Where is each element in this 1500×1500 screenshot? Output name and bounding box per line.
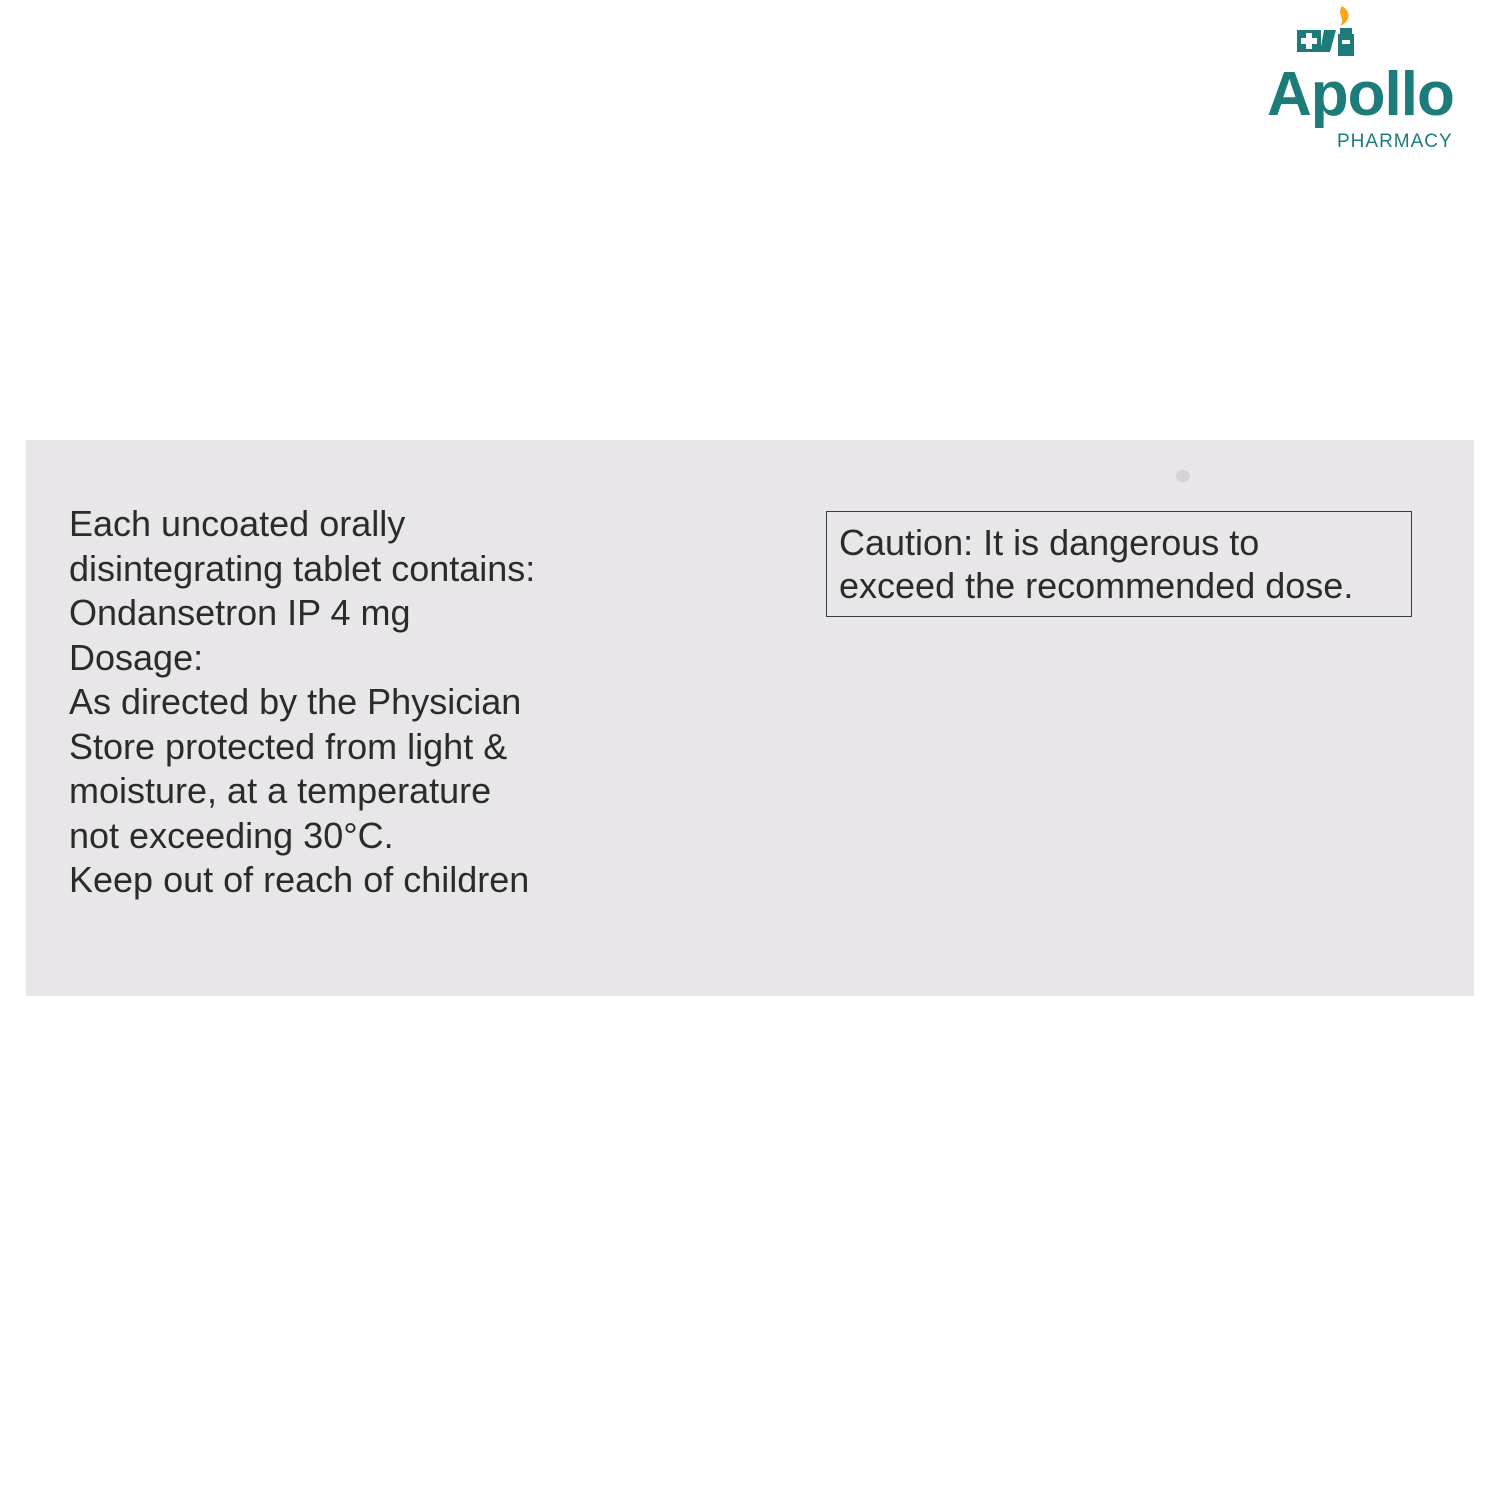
caution-line: Caution: It is dangerous to (839, 522, 1260, 563)
carton-panel (26, 440, 1474, 996)
info-line-composition: Each uncoated orally (69, 503, 406, 544)
info-line-dosage-heading: Dosage: (69, 636, 204, 678)
info-line-children-warning: Keep out of reach of children (69, 859, 530, 900)
composition-info (69, 502, 535, 903)
caution-line: exceed the recommended dose. (839, 565, 1354, 606)
info-line-composition-cont: disintegrating tablet contains: (69, 547, 536, 589)
print-speck (1176, 470, 1190, 482)
info-line-temperature: not exceeding 30°C. (69, 814, 394, 856)
info-line-storage: Store protected from light & (69, 725, 508, 767)
info-line-active-ingredient: Ondansetron IP 4 mg (69, 592, 411, 633)
apollo-pharmacy-logo (1262, 4, 1482, 154)
brand-name: Apollo (1267, 60, 1454, 129)
info-line-dosage: As directed by the Physician (69, 681, 522, 722)
info-line-storage-cont: moisture, at a temperature (69, 770, 492, 811)
brand-subtitle: PHARMACY (1337, 131, 1453, 152)
caution-box (826, 511, 1412, 617)
